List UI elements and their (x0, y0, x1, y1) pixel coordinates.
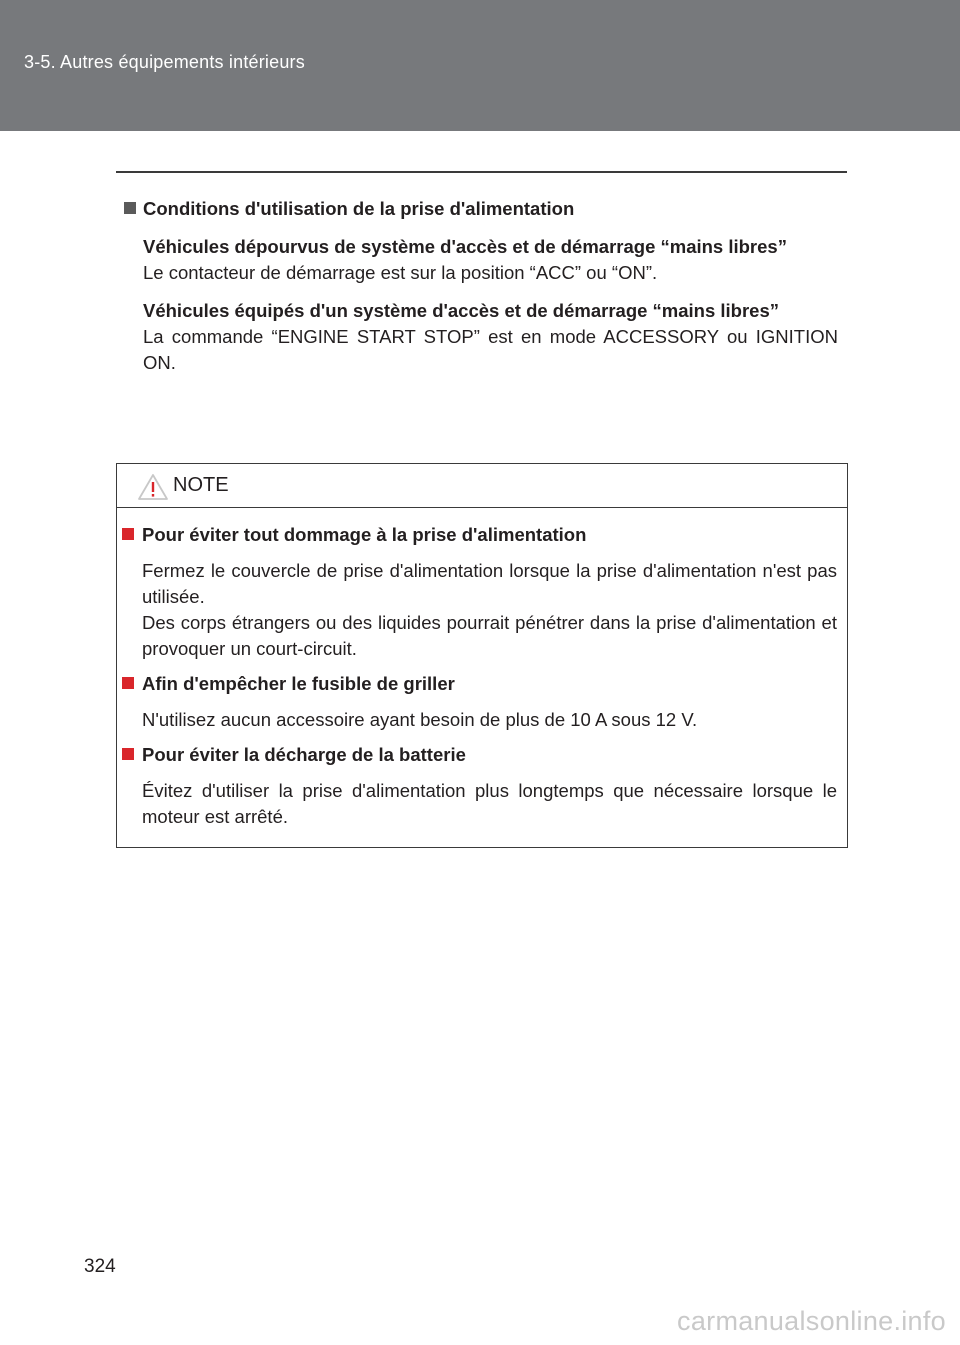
condition-group (124, 234, 838, 286)
condition-text: La commande “ENGINE START STOP” est en mode ACCESSORY ou IGNITION ON. (143, 326, 838, 373)
note-body (117, 508, 847, 830)
note-item (117, 742, 837, 830)
note-box (116, 463, 848, 848)
watermark: carmanualsonline.info (677, 1306, 946, 1336)
note-paragraph: Fermez le couvercle de prise d'alimentation lorsque la prise d'alimentation n'est pas utilisée. (142, 560, 837, 607)
note-item (117, 671, 837, 733)
header-band (0, 0, 960, 131)
warning-triangle-icon (137, 473, 169, 501)
red-square-bullet-icon (122, 528, 134, 540)
note-label: NOTE (173, 474, 229, 496)
note-paragraph: Évitez d'utiliser la prise d'alimentation plus longtemps que nécessaire lorsque le moteur est arrêté. (142, 780, 837, 827)
condition-subheading: Véhicules équipés d'un système d'accès et de démarrage “mains libres” (143, 300, 780, 321)
note-item-heading: Pour éviter tout dommage à la prise d'alimentation (117, 522, 837, 548)
conditions-section (124, 196, 838, 376)
red-square-bullet-icon (122, 748, 134, 760)
note-item (117, 522, 837, 662)
note-paragraph: Des corps étrangers ou des liquides pourrait pénétrer dans la prise d'alimentation et provoquer un court-circuit. (142, 612, 837, 659)
section-title: 3-5. Autres équipements intérieurs (24, 52, 305, 72)
top-divider (116, 171, 847, 173)
square-bullet-icon (124, 202, 136, 214)
note-item-heading: Pour éviter la décharge de la batterie (117, 742, 837, 768)
note-item-heading: Afin d'empêcher le fusible de griller (117, 671, 837, 697)
red-square-bullet-icon (122, 677, 134, 689)
condition-text: Le contacteur de démarrage est sur la position “ACC” ou “ON”. (143, 262, 658, 283)
section-heading: Conditions d'utilisation de la prise d'alimentation (124, 196, 838, 222)
note-header (117, 464, 847, 508)
page-number: 324 (84, 1256, 116, 1277)
note-paragraph: N'utilisez aucun accessoire ayant besoin de plus de 10 A sous 12 V. (142, 709, 698, 730)
condition-subheading: Véhicules dépourvus de système d'accès et de démarrage “mains libres” (143, 236, 787, 257)
condition-group (124, 298, 838, 376)
